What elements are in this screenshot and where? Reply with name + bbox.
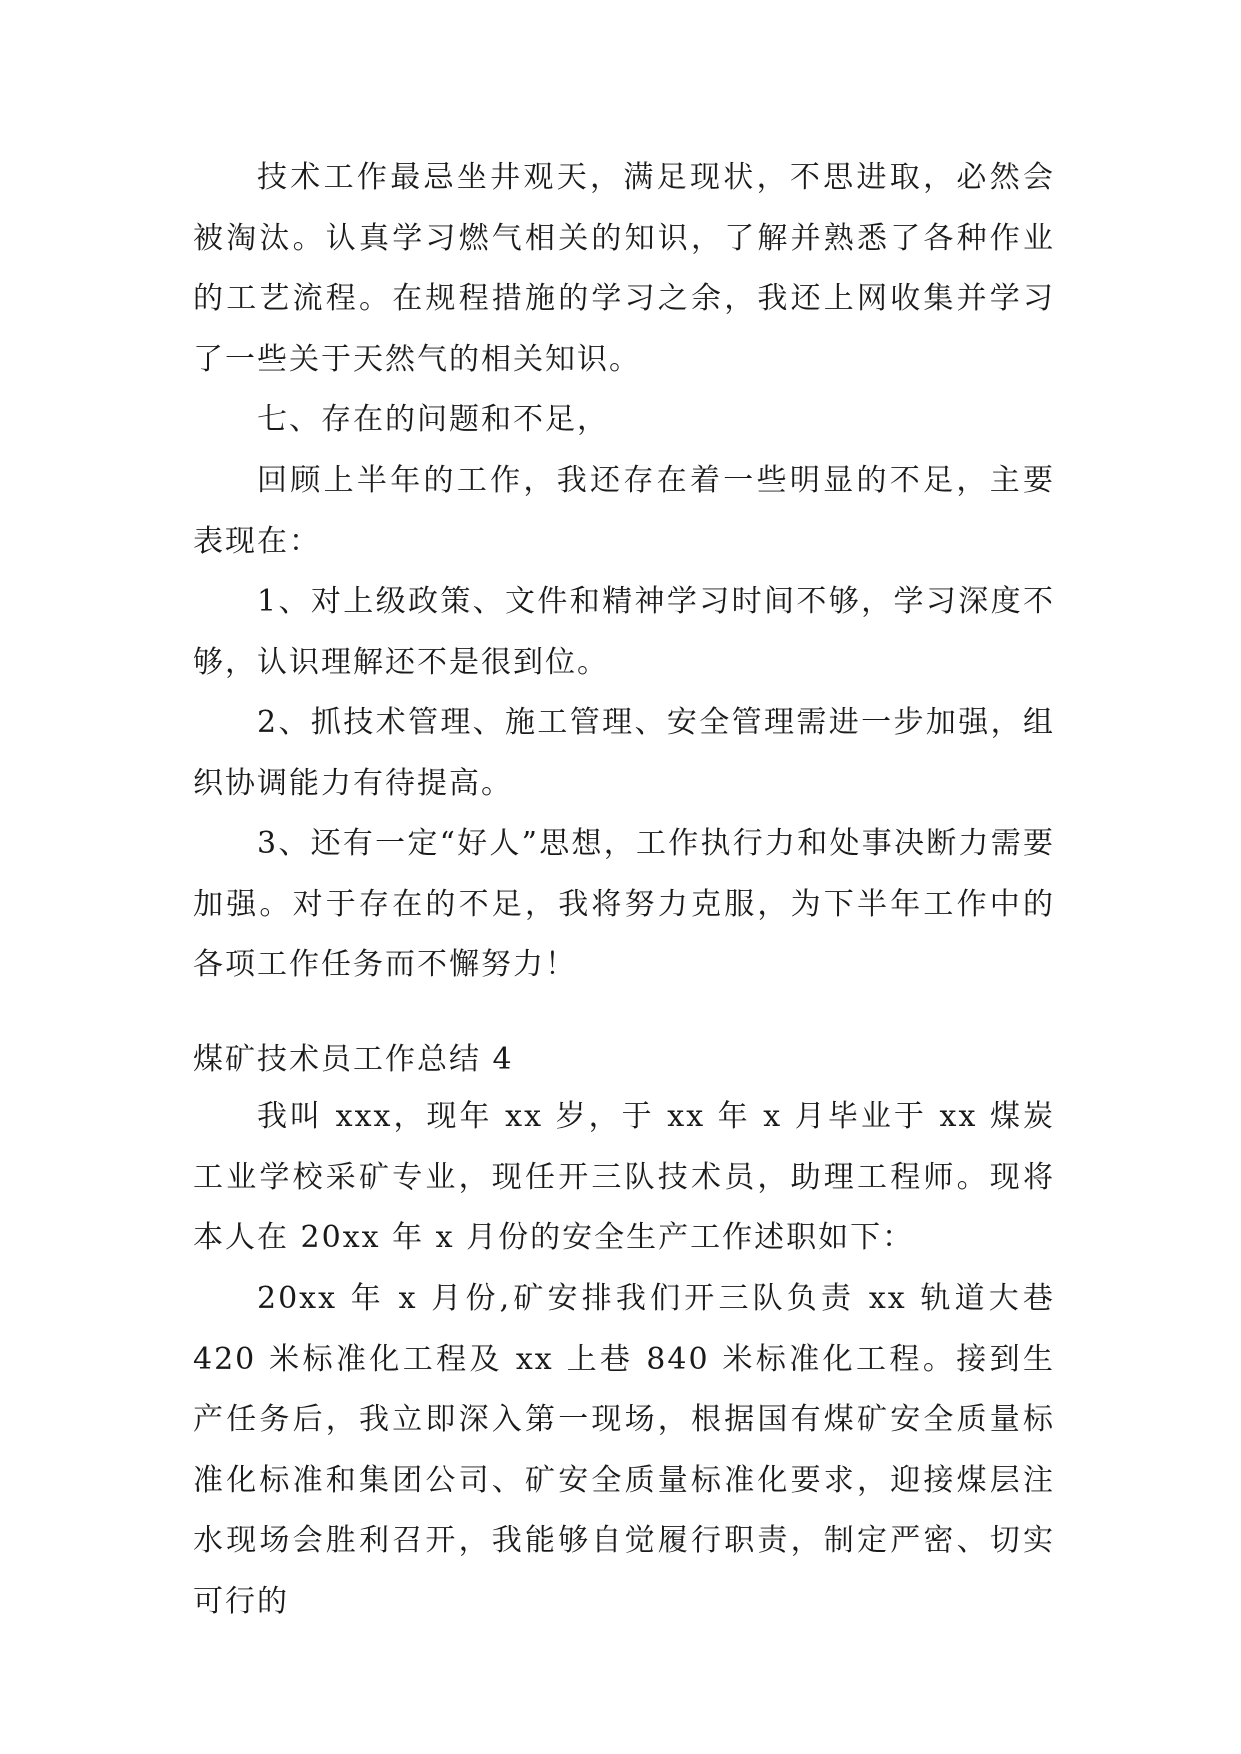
paragraph-shortcoming-2: 2、抓技术管理、施工管理、安全管理需进一步加强，组织协调能力有待提高。 [193, 705, 1055, 801]
paragraph-work-report: 20xx 年 x 月份,矿安排我们开三队负责 xx 轨道大巷 420 米标准化工程及 xx 上巷 840 米标准化工程。接到生产任务后，我立即深入第一现场，根据国有煤矿安全质量标准化标准和集团公司、矿安全质量标准化要求，迎接煤层注水现场会胜利召开，我能够自觉履行职责，制定严密、切实可行的 [193, 1281, 1055, 1619]
section-heading: 煤矿技术员工作总结 4 [193, 1042, 514, 1077]
paragraph-shortcoming-1: 1、对上级政策、文件和精神学习时间不够，学习深度不够，认识理解还不是很到位。 [193, 584, 1055, 680]
paragraph-problems-heading: 七、存在的问题和不足， [257, 402, 609, 437]
paragraph-technical-learning: 技术工作最忌坐井观天，满足现状，不思进取，必然会被淘汰。认真学习燃气相关的知识，了解并熟悉了各种作业的工艺流程。在规程措施的学习之余，我还上网收集并学习了一些关于天然气的相关知识。 [193, 160, 1055, 377]
paragraph-self-introduction: 我叫 xxx，现年 xx 岁，于 xx 年 x 月毕业于 xx 煤炭工业学校采矿专业，现任开三队技术员，助理工程师。现将本人在 20xx 年 x 月份的安全生产工作述职如下： [193, 1099, 1055, 1255]
paragraph-shortcoming-3: 3、还有一定“好人”思想，工作执行力和处事决断力需要加强。对于存在的不足，我将努力克服，为下半年工作中的各项工作任务而不懈努力！ [193, 826, 1055, 982]
paragraph-review-intro: 回顾上半年的工作，我还存在着一些明显的不足，主要表现在： [193, 463, 1055, 559]
